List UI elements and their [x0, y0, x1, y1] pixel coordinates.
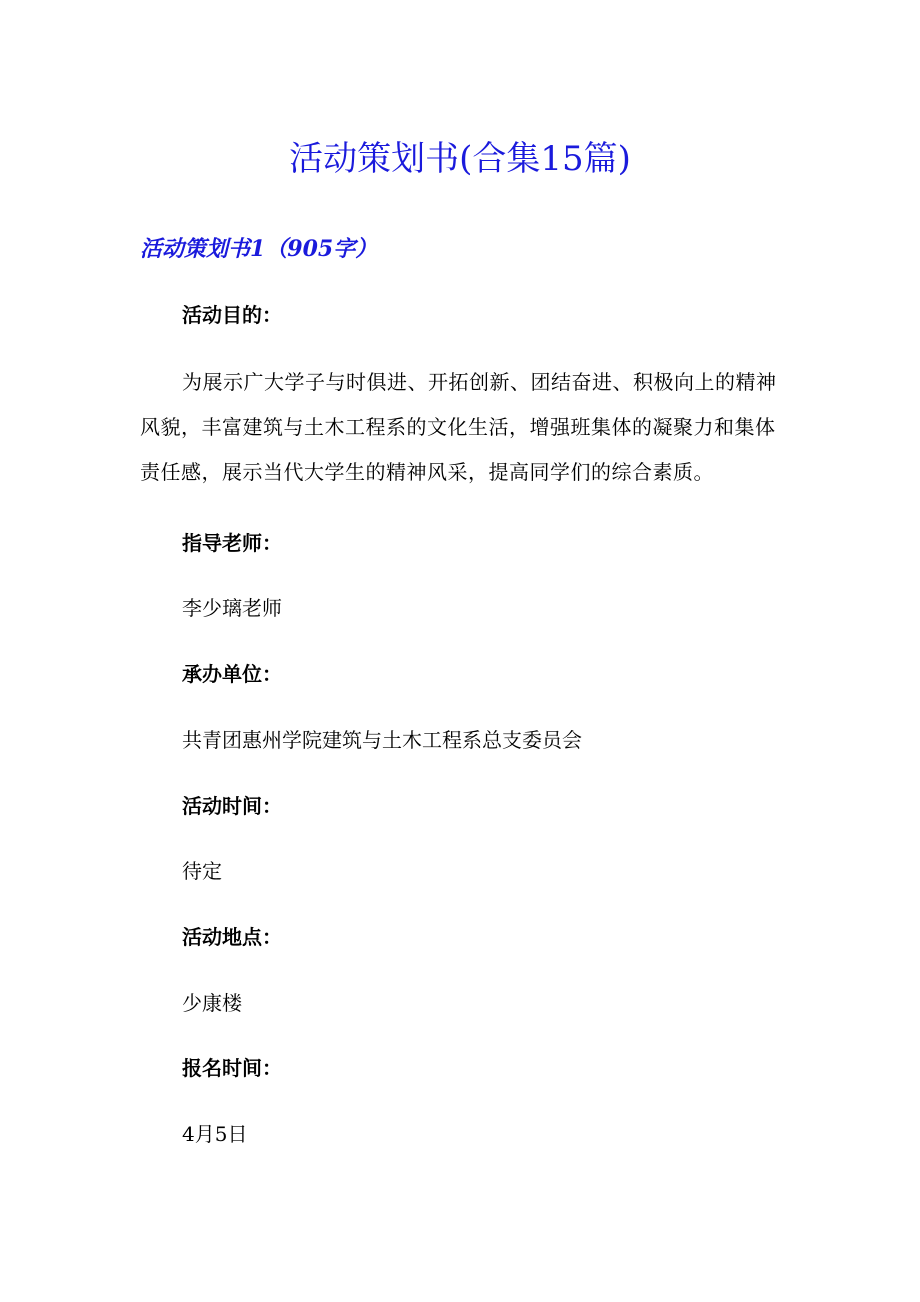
location-value: 少康楼 — [182, 991, 242, 1015]
registration-value: 4月5日 — [182, 1122, 248, 1146]
section-heading: 活动策划书1（905字） — [140, 236, 378, 262]
advisor-label: 指导老师： — [182, 531, 282, 555]
advisor-value: 李少璃老师 — [182, 596, 282, 620]
location-label: 活动地点： — [182, 925, 282, 949]
document-title: 活动策划书(合集15篇) — [289, 139, 631, 179]
advisor-value-row — [140, 591, 790, 625]
registration-label: 报名时间： — [182, 1056, 282, 1080]
registration-value-row — [140, 1117, 790, 1151]
time-value: 待定 — [182, 859, 222, 883]
organizer-value: 共青团惠州学院建筑与土木工程系总支委员会 — [182, 728, 582, 752]
label-registration — [140, 1051, 790, 1085]
purpose-paragraph: 为展示广大学子与时俱进、开拓创新、团结奋进、积极向上的精神风貌，丰富建筑与土木工程系的文化生活，增强班集体的凝聚力和集体责任感，展示当代大学生的精神风采，提高同学们的综合素质。 — [140, 370, 777, 484]
label-organizer — [140, 657, 790, 691]
time-value-row — [140, 854, 790, 888]
label-advisor — [140, 526, 790, 560]
organizer-label: 承办单位： — [182, 662, 282, 686]
organizer-value-row — [140, 723, 790, 757]
location-value-row — [140, 986, 790, 1020]
time-label: 活动时间： — [182, 794, 282, 818]
label-purpose — [140, 298, 790, 332]
purpose-label: 活动目的： — [182, 303, 282, 327]
label-location — [140, 920, 790, 954]
label-time — [140, 789, 790, 823]
